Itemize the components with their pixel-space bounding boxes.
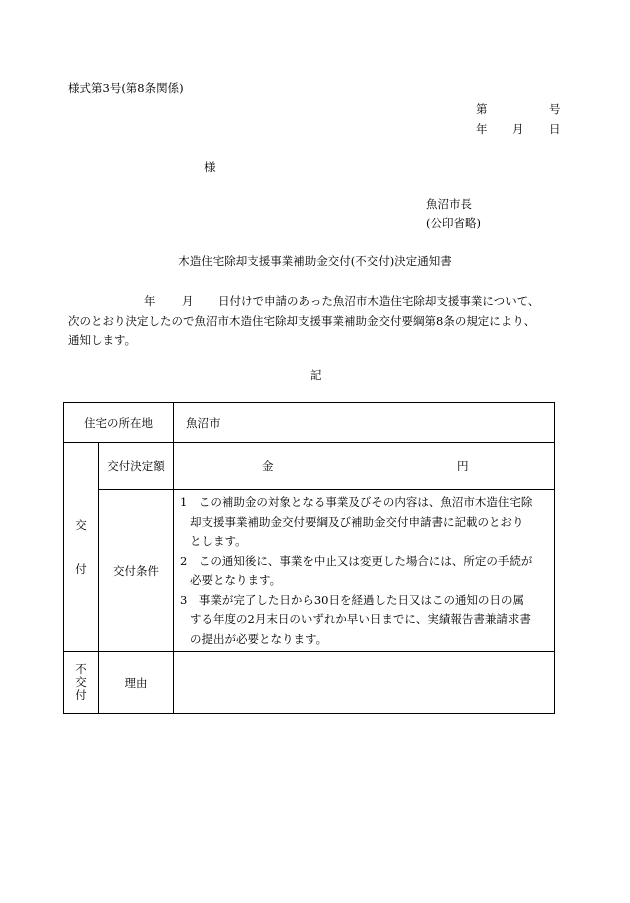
condition-2-line-2: 必要となります。 (190, 573, 282, 587)
document-number-prefix: 第 (476, 102, 488, 116)
condition-3-line-2: する年度の2月末日のいずれか早い日までに、実績報告書兼請求書 (190, 612, 531, 626)
conditions-text (174, 490, 555, 652)
conditions-row (64, 490, 555, 652)
amount-row (64, 443, 555, 490)
reason-label: 理由 (99, 652, 174, 714)
addressee-suffix: 様 (204, 160, 216, 174)
amount-suffix: 円 (457, 459, 469, 473)
address-row (64, 403, 555, 443)
fukofu-char-2: 交 (75, 674, 87, 689)
amount-label: 交付決定額 (99, 443, 174, 490)
ki-heading: 記 (310, 368, 322, 382)
kofu-char-2: 付 (75, 562, 87, 576)
form-number: 様式第3号(第8条関係) (68, 81, 184, 95)
conditions-label: 交付条件 (99, 490, 174, 652)
fukofu-char-3: 付 (75, 688, 87, 703)
condition-3-line-1: 3 事業が完了した日から30日を経過した日又はこの通知の日の属 (180, 592, 524, 607)
condition-2-line-1: 2 この通知後に、事業を中止又は変更した場合には、所定の手続が (180, 553, 533, 568)
date-year-label: 年 (476, 122, 488, 136)
date-day-label: 日 (549, 122, 561, 136)
decision-table (63, 402, 555, 714)
document-number-suffix: 号 (549, 102, 561, 116)
body-line-1: 日付けで申請のあった魚沼市木造住宅除却支援事業について、 (218, 294, 540, 308)
body-year-label: 年 (144, 294, 156, 308)
condition-1-line-2: 却支援事業補助金交付要綱及び補助金交付申請書に記載のとおり (190, 514, 524, 529)
seal-omitted-note: (公印省略) (426, 216, 481, 230)
kofu-vertical-label (64, 443, 99, 652)
address-label: 住宅の所在地 (64, 403, 174, 443)
issuer-name: 魚沼市長 (426, 197, 472, 211)
reason-value (174, 652, 555, 714)
date-month-label: 月 (512, 122, 524, 136)
reason-row (64, 652, 555, 714)
fukofu-char-1: 不 (75, 661, 87, 676)
fukofu-vertical-label (64, 652, 99, 714)
kofu-char-1: 交 (75, 518, 87, 532)
address-value: 魚沼市 (174, 403, 555, 443)
condition-1-line-3: とします。 (190, 534, 247, 548)
amount-prefix: 金 (262, 459, 274, 473)
body-line-3: 通知します。 (68, 333, 137, 347)
condition-1-line-1: 1 この補助金の対象となる事業及びその内容は、魚沼市木造住宅除 (180, 495, 533, 509)
body-month-label: 月 (182, 294, 194, 308)
amount-value-cell (174, 443, 555, 490)
condition-3-line-3: の提出が必要となります。 (190, 631, 328, 646)
document-title: 木造住宅除却支援事業補助金交付(不交付)決定通知書 (178, 254, 452, 268)
body-line-2: 次のとおり決定したので魚沼市木造住宅除却支援事業補助金交付要綱第8条の規定により、 (68, 314, 536, 328)
